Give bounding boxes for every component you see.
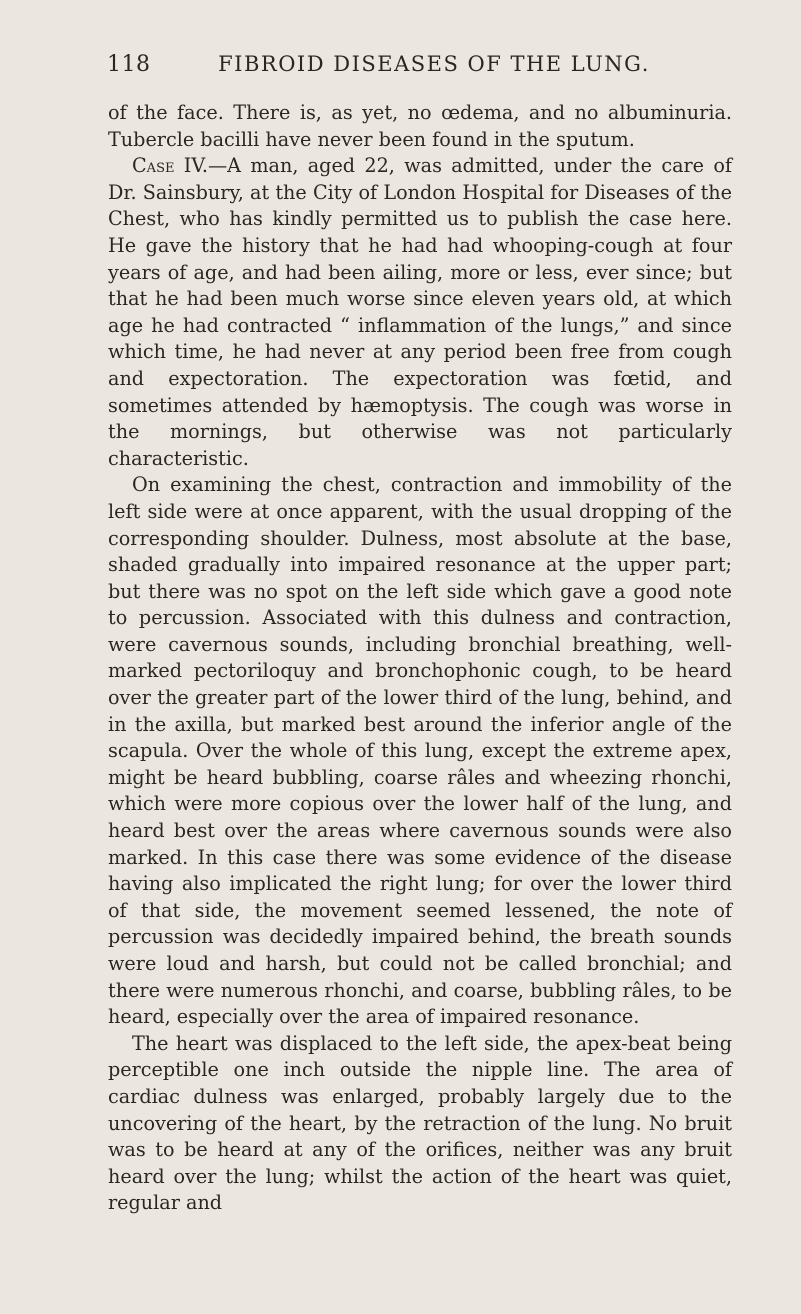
paragraph-text: —A man, aged 22, was admitted, under the care of Dr. Sainsbury, at the City of London Hospital for Diseases of the Chest, who has kindly permitted us to publish the case here. He gave the history that he had had whooping-cough at four years of age, and had been ailing, more or less, ever since; but that he had been much worse since eleven years old, at which age he had contracted “ inflammation of the lungs,” and since which time, he had never at any period been free from cough and expectoration. The expectoration was fœtid, and sometimes attended by hæmoptysis. The cough was worse in the mornings, but otherwise was not particularly characteristic. [108, 154, 733, 470]
running-title: FIBROID DISEASES OF THE LUNG. [218, 52, 650, 76]
paragraph-text: On examining the chest, contraction and immobility of the left side were at once apparent, with the usual dropping of the corresponding shoulder. Dulness, most absolute at the base, shaded gradually into impaired resonance at the upper part; but there was no spot on the left side which gave a good note to percussion. Associated with this dulness and contraction, were cavernous sounds, including bronchial breathing, well-marked pectoriloquy and bronchophonic cough, to be heard over the greater part of the lower third of the lung, behind, and in the axilla, but marked best around the inferior angle of the scapula. Over the whole of this lung, except the extreme apex, might be heard bubbling, coarse râles and wheezing rhonchi, which were more copious over the lower half of the lung, and heard best over the areas where cavernous sounds were also marked. In this case there was some evidence of the disease having also implicated the right lung; for over the lower third of that side, the movement seemed lessened, the note of percussion was decidedly impaired behind, the breath sounds were loud and harsh, but could not be called bronchial; and there were numerous rhonchi, and coarse, bubbling râles, to be heard, especially over the area of impaired resonance. [108, 473, 732, 1029]
body-text [108, 100, 732, 1217]
paragraph-examination [108, 472, 732, 1030]
case-heading: Case IV. [132, 154, 208, 178]
page-number: 118 [107, 52, 151, 77]
paragraph-text: The heart was displaced to the left side, the apex-beat being perceptible one inch outside the nipple line. The area of cardiac dulness was enlarged, probably largely due to the uncovering of the heart, by the retraction of the lung. No bruit was to be heard at any of the orifices, neither was any bruit heard over the lung; whilst the action of the heart was quiet, regular and [108, 1031, 732, 1215]
paragraph-heart [108, 1031, 732, 1217]
paragraph-continuation [108, 100, 732, 153]
paragraph-text: of the face. There is, as yet, no œdema, and no albuminuria. Tubercle bacilli have never been found in the sputum. [108, 101, 732, 151]
page-header [107, 52, 721, 82]
paragraph-case-iv [108, 153, 732, 472]
